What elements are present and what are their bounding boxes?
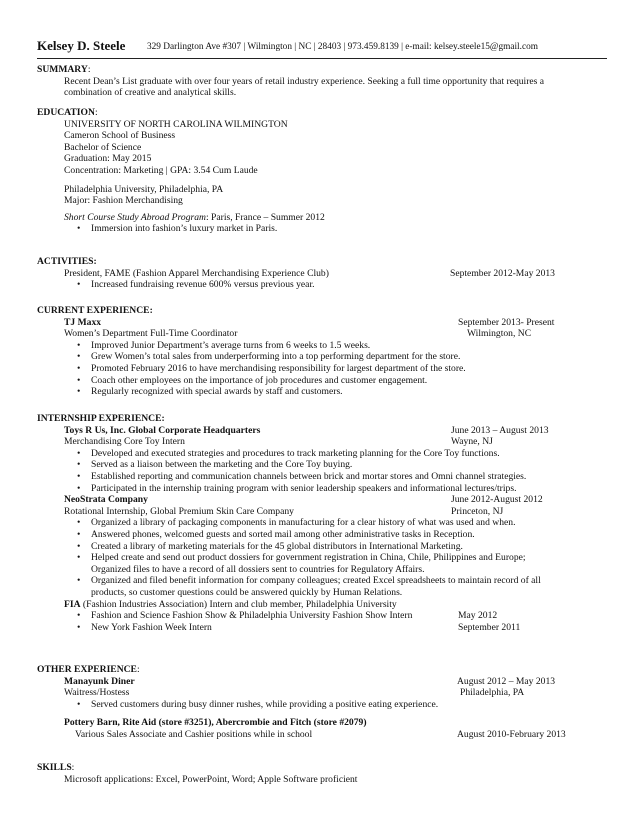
summary-section: SUMMARY: Recent Dean’s List graduate with over four years of retail industry experience. Seeking a full time opportunity that requires a combination of creative and analytical skills. (37, 64, 612, 99)
neostrata-company: NeoStrata Company (64, 494, 148, 506)
abroad-details: : Paris, France – Summer 2012 (205, 211, 325, 223)
bullet-icon: • (77, 528, 81, 540)
toys-position: Merchandising Core Toy Intern (64, 436, 185, 448)
pottery-company: Pottery Barn, Rite Aid (store #3251), Abercrombie and Fitch (store #2079) (64, 717, 367, 729)
abroad-label: Short Course Study Abroad Program (64, 211, 206, 223)
neostrata-position: Rotational Internship, Global Premium Skin Care Company (64, 505, 294, 517)
summary-title: SUMMARY (37, 64, 88, 75)
fia-abbr: FIA (64, 598, 81, 610)
education-graduation: Graduation: May 2015 (64, 153, 152, 165)
toys-company-row (37, 425, 612, 437)
education-degree: Bachelor of Science (64, 141, 142, 153)
activities-role-row (37, 268, 612, 280)
pottery-position-row (37, 729, 612, 741)
education-section: EDUCATION: UNIVERSITY OF NORTH CAROLINA WILMINGTON Cameron School of Business Bachelor of Science Graduation: May 2015 Concentration: Marketing | GPA: 3.54 Cum Laude Philadelphia University, Philadelphia, PA Major: Fashion Merchandising Short Course Study Abroad Program: Paris, France – Summer 2012 • Immersion into fashion’s luxury market in Paris. (37, 107, 612, 235)
skills-section: SKILLS: Microsoft applications: Excel, PowerPoint, Word; Apple Software proficient (37, 762, 612, 785)
current-location: Wilmington, NC (467, 328, 532, 340)
toys-position-row (37, 436, 612, 448)
other-title: OTHER EXPERIENCE (37, 664, 137, 675)
bullet-icon: • (77, 459, 81, 471)
education-abroad (37, 212, 612, 224)
manayunk-location: Philadelphia, PA (460, 687, 525, 699)
contact-info: 329 Darlington Ave #307 | Wilmington | NC | 28403 | 973.459.8139 | e-mail: kelsey.steele15@gmail.com (147, 42, 538, 52)
list-item: • Served as a liaison between the marketing and the Core Toy buying. (77, 459, 353, 471)
bullet-icon: • (77, 447, 81, 459)
header-rule (37, 58, 607, 59)
education-title: EDUCATION (37, 107, 95, 118)
list-item: • Improved Junior Department’s average turns from 6 weeks to 1.5 weeks. (77, 339, 371, 351)
manayunk-position-row (37, 687, 612, 699)
fia-row (37, 599, 612, 611)
current-dates: September 2013- Present (458, 316, 555, 328)
bullet-icon: • (77, 540, 81, 552)
list-item: • Organized and filed benefit information for company colleagues; created Excel spreadsheets to maintain record of all (77, 575, 541, 587)
list-item: • Participated in the internship training program with senior leadership speakers and informational lectures/trips. (77, 482, 517, 494)
bullet-icon: • (77, 552, 81, 564)
bullet-icon: • (77, 279, 81, 291)
pottery-position: Various Sales Associate and Cashier positions while in school (75, 728, 313, 740)
candidate-name: Kelsey D. Steele (37, 38, 126, 53)
internship-title: INTERNSHIP EXPERIENCE: (37, 413, 165, 424)
education-college: Cameron School of Business (64, 130, 176, 142)
other-experience-section: OTHER EXPERIENCE: Manayunk Diner August 2012 – May 2013 Waitress/Hostess Philadelphia, PA • Served customers during busy dinner rushes, while providing a positive eating experience. Pottery Barn, Rite Aid (store #3251), Abercrombie and Fitch (store #2079) Various Sales Associate and Cashier positions while in school August 2010-February 2013 (37, 664, 612, 741)
current-company: TJ Maxx (64, 316, 102, 328)
toys-location: Wayne, NJ (451, 436, 493, 448)
list-item-continued: products, so customer questions could be answered quickly by Human Relations. (91, 586, 403, 598)
fia-details: (Fashion Industries Association) Intern and club member, Philadelphia University (80, 598, 397, 610)
bullet-icon: • (77, 223, 81, 235)
summary-line-1: Recent Dean’s List graduate with over four years of retail industry experience. Seeking a full time opportunity that requires a (64, 75, 545, 87)
bullet-icon: • (77, 470, 81, 482)
education-concentration: Concentration: Marketing | GPA: 3.54 Cum Laude (64, 164, 258, 176)
toys-company: Toys R Us, Inc. Global Corporate Headquarters (64, 424, 261, 436)
neostrata-company-row (37, 494, 612, 506)
skills-title: SKILLS (37, 762, 72, 773)
manayunk-company: Manayunk Diner (64, 675, 135, 687)
manayunk-company-row (37, 676, 612, 688)
toys-dates: June 2013 – August 2013 (451, 424, 549, 436)
bullet-icon: • (77, 482, 81, 494)
summary-line-2: combination of creative and analytical skills. (64, 87, 237, 99)
resume-header (37, 40, 607, 56)
list-item: • Regularly recognized with special awards by staff and customers. (77, 386, 343, 398)
internship-section (37, 413, 612, 633)
current-position: Women’s Department Full-Time Coordinator (64, 328, 238, 340)
list-item: • New York Fashion Week Intern September 2011 (77, 621, 521, 633)
bullet-icon: • (77, 517, 81, 529)
current-position-row (37, 328, 612, 340)
neostrata-dates: June 2012-August 2012 (451, 494, 543, 506)
bullet-icon: • (77, 698, 81, 710)
list-item-continued: Organized files to have a record of all dossiers sent to countries for Regulatory Affairs. (91, 563, 425, 575)
activities-title: ACTIVITIES: (37, 256, 97, 267)
bullet-icon: • (77, 351, 81, 363)
list-item: • Created a library of marketing materials for the 45 global distributors in International Marketing. (77, 540, 463, 552)
manayunk-dates: August 2012 – May 2013 (457, 675, 556, 687)
current-title: CURRENT EXPERIENCE: (37, 305, 153, 316)
neostrata-position-row (37, 506, 612, 518)
bullet-icon: • (77, 621, 81, 633)
list-item: • Answered phones, welcomed guests and sorted mail among other administrative tasks in Reception. (77, 528, 475, 540)
bullet-icon: • (77, 339, 81, 351)
activities-role: President, FAME (Fashion Apparel Merchandising Experience Club) (64, 267, 329, 279)
bullet-icon: • (77, 362, 81, 374)
list-item: • Immersion into fashion’s luxury market in Paris. (77, 223, 278, 235)
fia-date: May 2012 (458, 610, 498, 622)
list-item: • Developed and executed strategies and procedures to track marketing planning for the Core Toy functions. (77, 447, 500, 459)
list-item: • Organized a library of packaging components in manufacturing for a clear history of what was used and when. (77, 517, 516, 529)
list-item: • Helped create and send out product dossiers for government registration in China, Chile, Philippines and Europe; (77, 552, 526, 564)
bullet-icon: • (77, 610, 81, 622)
education-philly-major: Major: Fashion Merchandising (64, 195, 183, 207)
pottery-company-row (37, 717, 612, 729)
list-item: • Coach other employees on the importance of job procedures and customer engagement. (77, 374, 428, 386)
pottery-dates: August 2010-February 2013 (457, 728, 566, 740)
current-experience-section (37, 305, 612, 398)
list-item: • Established reporting and communication channels between brick and mortar stores and Omni channel strategies. (77, 470, 527, 482)
education-school: UNIVERSITY OF NORTH CAROLINA WILMINGTON (64, 118, 288, 130)
current-company-row (37, 317, 612, 329)
skills-text: Microsoft applications: Excel, PowerPoint, Word; Apple Software proficient (64, 773, 358, 785)
bullet-icon: • (77, 575, 81, 587)
manayunk-position: Waitress/Hostess (64, 687, 130, 699)
neostrata-location: Princeton, NJ (451, 505, 504, 517)
list-item: • Fashion and Science Fashion Show & Philadelphia University Fashion Show Intern May 2012 (77, 610, 498, 622)
list-item: • Served customers during busy dinner rushes, while providing a positive eating experience. (77, 698, 439, 710)
list-item: • Promoted February 2016 to have merchandising responsibility for largest department of the store. (77, 362, 466, 374)
activities-section (37, 256, 612, 291)
bullet-icon: • (77, 386, 81, 398)
fia-date: September 2011 (458, 621, 521, 633)
list-item: • Increased fundraising revenue 600% versus previous year. (77, 279, 315, 291)
education-philly-school: Philadelphia University, Philadelphia, PA (64, 183, 224, 195)
activities-dates: September 2012-May 2013 (450, 267, 555, 279)
list-item: • Grew Women’s total sales from underperforming into a top performing department for the store. (77, 351, 461, 363)
bullet-icon: • (77, 374, 81, 386)
